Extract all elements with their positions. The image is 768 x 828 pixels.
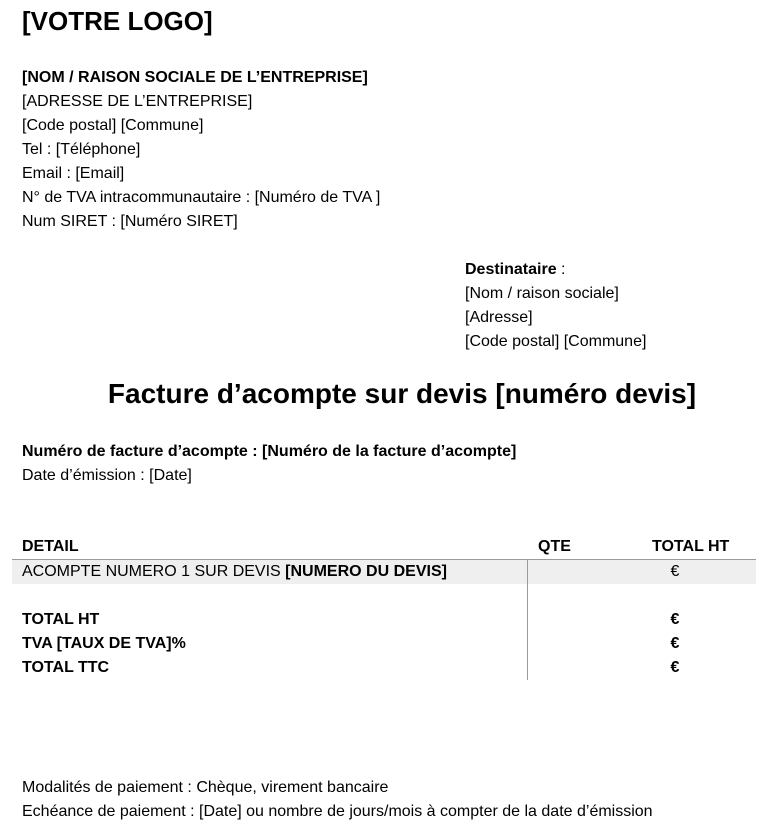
company-postal-city: [Code postal] [Commune]: [22, 117, 204, 134]
company-block: [22, 66, 380, 234]
invoice-table: [12, 536, 756, 684]
total-ht-label: TOTAL HT: [22, 611, 100, 628]
payment-terms: [22, 776, 653, 824]
invoice-number: Numéro de facture d’acompte : [Numéro de la facture d’acompte]: [22, 443, 517, 460]
item-total: €: [670, 563, 680, 580]
item-detail-text: ACOMPTE NUMERO 1 SUR DEVIS: [22, 563, 286, 580]
header-qty: QTE: [538, 538, 571, 555]
total-ttc-label: TOTAL TTC: [22, 659, 110, 676]
company-address: [ADRESSE DE L’ENTREPRISE]: [22, 93, 253, 110]
item-detail: [22, 563, 447, 581]
recipient-postal-city: [Code postal] [Commune]: [465, 333, 647, 350]
company-siret: Num SIRET : [Numéro SIRET]: [22, 213, 238, 230]
total-ttc-value: €: [670, 659, 680, 676]
recipient-name: [Nom / raison sociale]: [465, 285, 619, 302]
header-total: TOTAL HT: [652, 538, 730, 555]
document-title: Facture d’acompte sur devis [numéro devis]: [107, 378, 697, 409]
total-ht-value: €: [670, 611, 680, 628]
company-vat: N° de TVA intracommunautaire : [Numéro de TVA ]: [22, 189, 381, 206]
logo-placeholder: [VOTRE LOGO]: [22, 6, 213, 36]
invoice-meta: [22, 440, 516, 488]
tva-value: €: [670, 635, 680, 652]
payment-methods: Modalités de paiement : Chèque, virement bancaire: [22, 779, 389, 796]
recipient-label: Destinataire: [465, 261, 557, 278]
payment-due: Echéance de paiement : [Date] ou nombre de jours/mois à compter de la date d’émission: [22, 803, 653, 820]
column-divider: [527, 560, 528, 680]
invoice-date: Date d’émission : [Date]: [22, 467, 192, 484]
header-detail: DETAIL: [22, 538, 79, 555]
item-detail-quote-number: [NUMERO DU DEVIS]: [285, 563, 447, 580]
tva-label: TVA [TAUX DE TVA]%: [22, 635, 186, 652]
company-email: Email : [Email]: [22, 165, 125, 182]
company-phone: Tel : [Téléphone]: [22, 141, 141, 158]
recipient-address: [Adresse]: [465, 309, 533, 326]
recipient-heading: [465, 258, 646, 282]
recipient-block: [465, 258, 646, 354]
recipient-label-suffix: :: [556, 261, 566, 278]
company-name: [NOM / RAISON SOCIALE DE L’ENTREPRISE]: [22, 69, 368, 86]
